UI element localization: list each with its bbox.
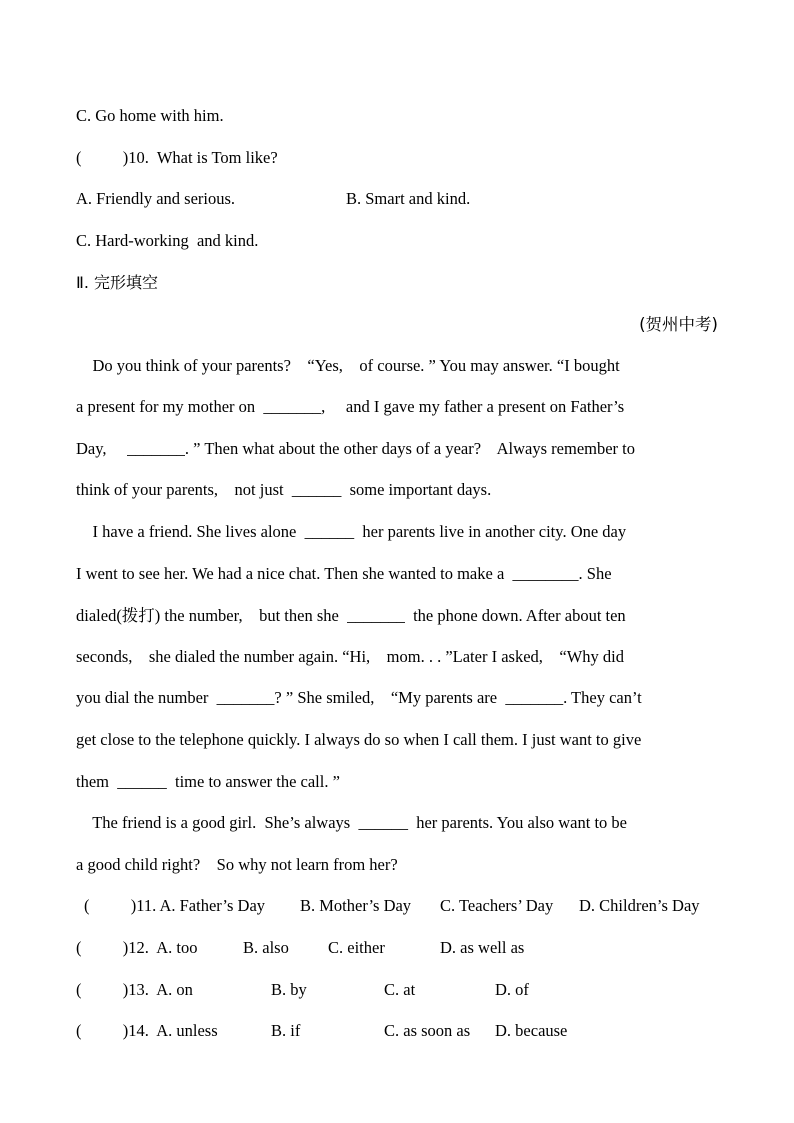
passage-line: you dial the number _______? ” She smiled, “My parents are _______. They can’t xyxy=(76,688,642,707)
passage-line: I have a friend. She lives alone ______ her parents live in another city. One day xyxy=(76,522,627,541)
q11-option-c: C. Teachers’ Day xyxy=(440,896,554,915)
q10-option-c: C. Hard-working and kind. xyxy=(76,231,259,250)
q14-option-c: C. as soon as xyxy=(384,1021,471,1040)
section-title: Ⅱ. 完形填空 xyxy=(76,273,159,292)
q14-option-d: D. because xyxy=(495,1021,568,1040)
passage-line: think of your parents, not just ______ some important days. xyxy=(76,480,492,499)
passage-line: a present for my mother on _______, and I gave my father a present on Father’s xyxy=(76,397,625,416)
q13-stem-option-a: ( )13. A. on xyxy=(76,980,193,999)
q14-option-b: B. if xyxy=(271,1021,301,1040)
source-note: (贺州中考) xyxy=(639,315,718,334)
passage-line: The friend is a good girl. She’s always ______ her parents. You also want to be xyxy=(76,813,627,832)
passage-line: Day, _______. ” Then what about the other days of a year? Always remember to xyxy=(76,439,636,458)
passage-line: them ______ time to answer the call. ” xyxy=(76,772,340,791)
q10-option-a: A. Friendly and serious. xyxy=(76,189,236,208)
q13-option-b: B. by xyxy=(271,980,307,999)
q11-option-d: D. Children’s Day xyxy=(579,896,700,915)
q13-option-d: D. of xyxy=(495,980,529,999)
q10-stem: ( )10. What is Tom like? xyxy=(76,148,278,167)
passage-line: dialed(拨打) the number, but then she _______ the phone down. After about ten xyxy=(76,606,626,625)
q12-option-c: C. either xyxy=(328,938,385,957)
q10-option-b: B. Smart and kind. xyxy=(346,189,471,208)
passage-line: I went to see her. We had a nice chat. Then she wanted to make a ________. She xyxy=(76,564,612,583)
q12-stem-option-a: ( )12. A. too xyxy=(76,938,198,957)
q12-option-b: B. also xyxy=(243,938,289,957)
q12-option-d: D. as well as xyxy=(440,938,525,957)
passage-line: Do you think of your parents? “Yes, of course. ” You may answer. “I bought xyxy=(76,356,620,375)
q9-option-c: C. Go home with him. xyxy=(76,106,224,125)
q11-stem-option-a: ( )11. A. Father’s Day xyxy=(84,896,266,915)
passage-line: get close to the telephone quickly. I always do so when I call them. I just want to give xyxy=(76,730,642,749)
q11-option-b: B. Mother’s Day xyxy=(300,896,412,915)
q14-stem-option-a: ( )14. A. unless xyxy=(76,1021,218,1040)
passage-line: seconds, she dialed the number again. “Hi, mom. . . ”Later I asked, “Why did xyxy=(76,647,625,666)
passage-line: a good child right? So why not learn from her? xyxy=(76,855,398,874)
q13-option-c: C. at xyxy=(384,980,416,999)
